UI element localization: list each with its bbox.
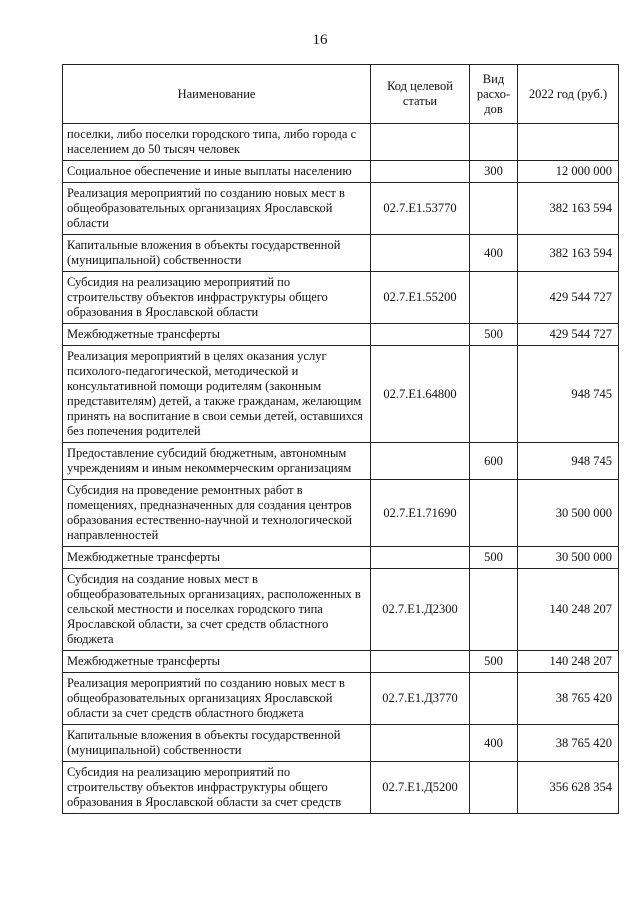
row-name-cell: Реализация мероприятий по созданию новых мест в общеобразовательных организациях Ярославской области за счет средств областного бюджета xyxy=(63,673,371,725)
table-row xyxy=(63,324,619,346)
table-row xyxy=(63,480,619,547)
row-name-cell: Реализация мероприятий в целях оказания услуг психолого-педагогической, методической и консультативной помощи родителям (законным представителям) детей, а также гражданам, желающим принять на воспитание в свои семьи детей, оставшихся без попечения родителей xyxy=(63,346,371,443)
row-vid-cell: 500 xyxy=(470,547,518,569)
table-row xyxy=(63,183,619,235)
row-code-cell: 02.7.E1.71690 xyxy=(371,480,470,547)
row-sum-cell: 382 163 594 xyxy=(518,235,619,272)
table-row xyxy=(63,443,619,480)
row-code-cell xyxy=(371,124,470,161)
header-sum: 2022 год (руб.) xyxy=(518,65,619,124)
row-name-cell: Капитальные вложения в объекты государственной (муниципальной) собственности xyxy=(63,725,371,762)
header-vid: Вид расхо-дов xyxy=(470,65,518,124)
row-code-cell: 02.7.E1.55200 xyxy=(371,272,470,324)
row-vid-cell: 500 xyxy=(470,324,518,346)
row-sum-cell: 38 765 420 xyxy=(518,725,619,762)
table-row xyxy=(63,651,619,673)
table-row xyxy=(63,124,619,161)
table-row xyxy=(63,235,619,272)
row-sum-cell xyxy=(518,124,619,161)
row-name-cell: Социальное обеспечение и иные выплаты населению xyxy=(63,161,371,183)
table-row xyxy=(63,161,619,183)
row-code-cell xyxy=(371,235,470,272)
row-vid-cell: 500 xyxy=(470,651,518,673)
row-vid-cell xyxy=(470,124,518,161)
row-sum-cell: 140 248 207 xyxy=(518,569,619,651)
row-sum-cell: 429 544 727 xyxy=(518,272,619,324)
table-header-row xyxy=(63,65,619,124)
row-code-cell: 02.7.E1.53770 xyxy=(371,183,470,235)
row-code-cell: 02.7.E1.Д5200 xyxy=(371,762,470,814)
row-vid-cell xyxy=(470,673,518,725)
page-number: 16 xyxy=(312,32,328,48)
row-vid-cell: 600 xyxy=(470,443,518,480)
row-sum-cell: 948 745 xyxy=(518,443,619,480)
row-vid-cell: 400 xyxy=(470,725,518,762)
header-name: Наименование xyxy=(63,65,371,124)
row-code-cell: 02.7.E1.Д2300 xyxy=(371,569,470,651)
row-sum-cell: 12 000 000 xyxy=(518,161,619,183)
table-row xyxy=(63,762,619,814)
row-code-cell xyxy=(371,443,470,480)
row-vid-cell xyxy=(470,762,518,814)
row-sum-cell: 38 765 420 xyxy=(518,673,619,725)
table-row xyxy=(63,569,619,651)
row-name-cell: поселки, либо поселки городского типа, либо города с населением до 50 тысяч человек xyxy=(63,124,371,161)
row-sum-cell: 30 500 000 xyxy=(518,480,619,547)
row-code-cell xyxy=(371,651,470,673)
row-sum-cell: 30 500 000 xyxy=(518,547,619,569)
table-row xyxy=(63,673,619,725)
row-name-cell: Субсидия на реализацию мероприятий по строительству объектов инфраструктуры общего образования в Ярославской области за счет средств xyxy=(63,762,371,814)
row-name-cell: Реализация мероприятий по созданию новых мест в общеобразовательных организациях Ярославской области xyxy=(63,183,371,235)
row-code-cell xyxy=(371,161,470,183)
row-code-cell xyxy=(371,547,470,569)
row-vid-cell xyxy=(470,569,518,651)
row-vid-cell xyxy=(470,346,518,443)
table-row xyxy=(63,272,619,324)
row-name-cell: Межбюджетные трансферты xyxy=(63,324,371,346)
row-vid-cell: 400 xyxy=(470,235,518,272)
table-body xyxy=(63,124,619,814)
row-vid-cell xyxy=(470,480,518,547)
table-row xyxy=(63,725,619,762)
budget-table xyxy=(62,64,619,814)
table-row xyxy=(63,346,619,443)
table-row xyxy=(63,547,619,569)
row-name-cell: Субсидия на реализацию мероприятий по строительству объектов инфраструктуры общего образования в Ярославской области xyxy=(63,272,371,324)
row-name-cell: Субсидия на проведение ремонтных работ в помещениях, предназначенных для создания центров образования естественно-научной и технологической направленностей xyxy=(63,480,371,547)
row-sum-cell: 429 544 727 xyxy=(518,324,619,346)
row-code-cell: 02.7.E1.64800 xyxy=(371,346,470,443)
row-vid-cell xyxy=(470,272,518,324)
row-code-cell: 02.7.E1.Д3770 xyxy=(371,673,470,725)
row-vid-cell xyxy=(470,183,518,235)
row-name-cell: Предоставление субсидий бюджетным, автономным учреждениям и иным некоммерческим организациям xyxy=(63,443,371,480)
row-sum-cell: 948 745 xyxy=(518,346,619,443)
row-name-cell: Субсидия на создание новых мест в общеобразовательных организациях, расположенных в сельской местности и поселках городского типа Ярославской области, за счет средств областного бюджета xyxy=(63,569,371,651)
row-code-cell xyxy=(371,324,470,346)
row-vid-cell: 300 xyxy=(470,161,518,183)
row-name-cell: Капитальные вложения в объекты государственной (муниципальной) собственности xyxy=(63,235,371,272)
row-name-cell: Межбюджетные трансферты xyxy=(63,651,371,673)
row-sum-cell: 382 163 594 xyxy=(518,183,619,235)
row-code-cell xyxy=(371,725,470,762)
row-sum-cell: 356 628 354 xyxy=(518,762,619,814)
header-code: Код целевой статьи xyxy=(371,65,470,124)
row-sum-cell: 140 248 207 xyxy=(518,651,619,673)
row-name-cell: Межбюджетные трансферты xyxy=(63,547,371,569)
